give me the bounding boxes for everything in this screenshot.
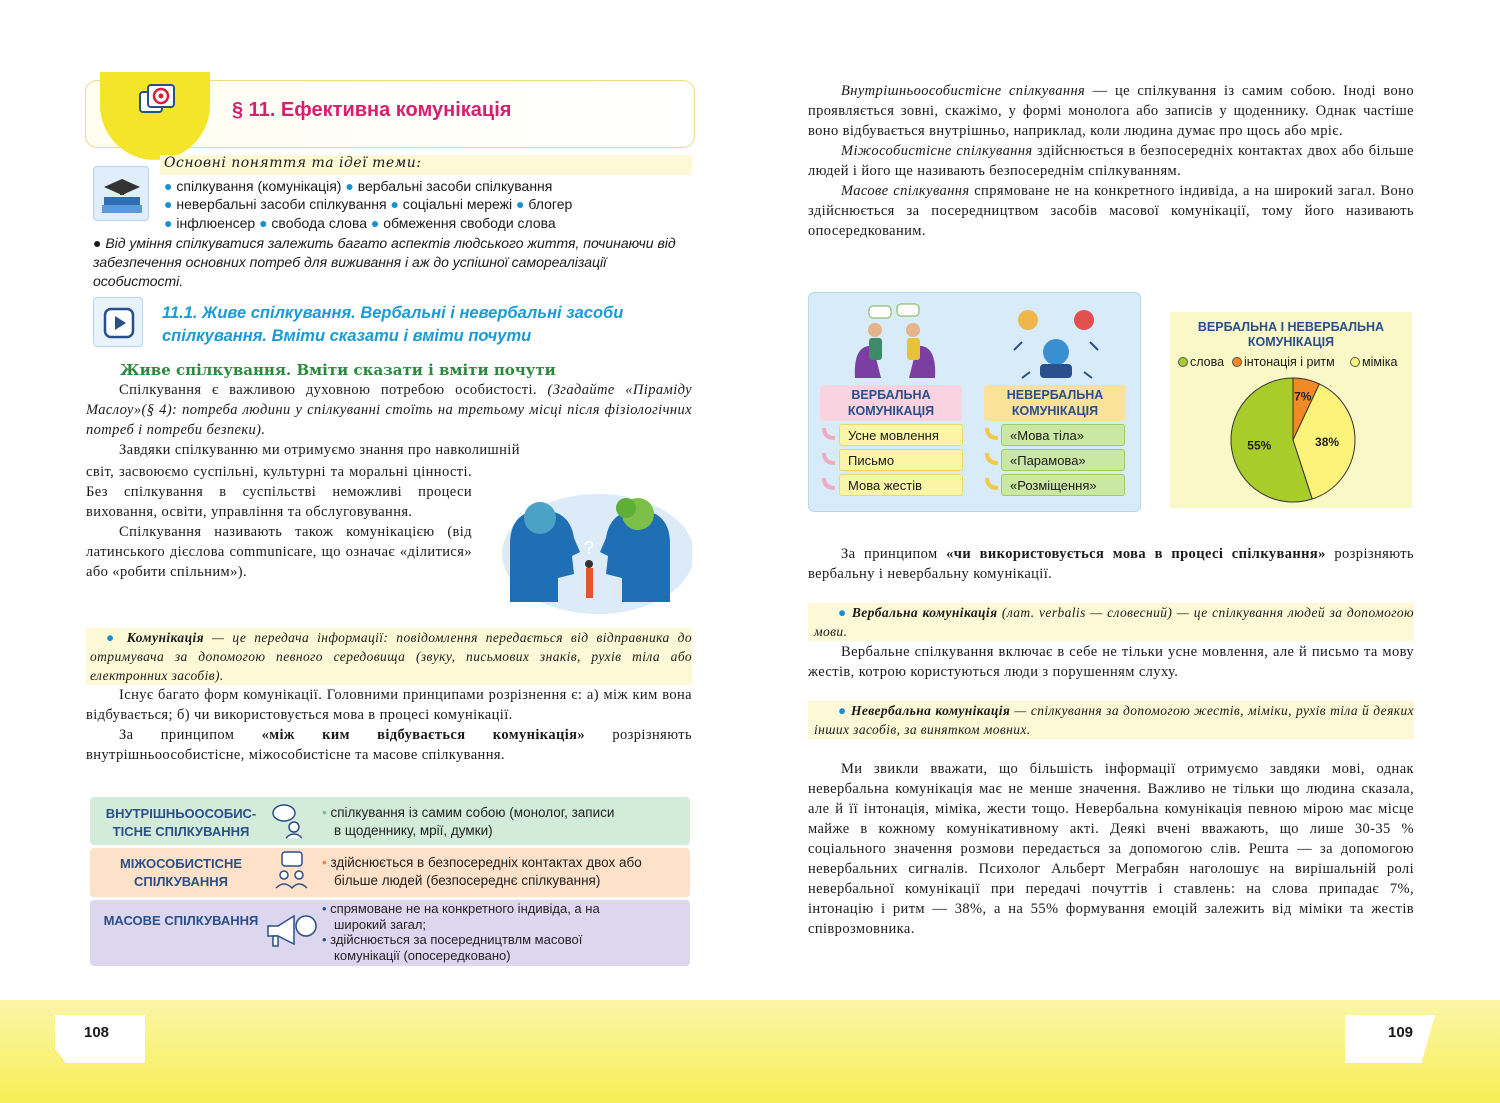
pie-chart	[1218, 370, 1368, 504]
form-label-mass: МАСОВЕ СПІЛКУВАННЯ	[103, 913, 259, 928]
section-title: 11.1. Живе спілкування. Вербальні і невербальні засоби спілкування. Вміти сказати і вміти почути	[162, 304, 624, 345]
form-label-intrapersonal: ВНУТРІШНЬООСОБИС-ТІСНЕ СПІЛКУВАННЯ	[105, 806, 257, 839]
nonverbal-item: «Розміщення»	[1001, 474, 1125, 496]
target-icon	[138, 82, 178, 120]
intro-paragraph: Спілкування є важливою духовною потребою особистості. (Згадайте «Піраміду Маслоу»(§ 4): потреба людини у спілкуванні стоїть на третьому місці після фізіологічних потреб і потреби безпеки). Завдяки спілкуванню ми отримуємо знання про навколишній	[86, 382, 692, 458]
megaphone-icon	[264, 912, 318, 950]
definition-nonverbal: ● Невербальна комунікація — спілкування за допомогою жестів, міміки, рухів тіла й деяких інших засобів, за винятком мовних.	[808, 701, 1414, 739]
forms-definitions: Внутрішньоособистісне спілкування — це спілкування із самим собою. Іноді воно проявляється зовні, скажімо, у формі монолога або записів у щоденнику. Однак частіше воно відбувається внутрішньо, наприклад, коли людина думає про щось або мріє. Міжособистісне спілкування здійснюється в безпосередніх контактах двох або більше людей і його ще називають безпосереднім спілкуванням. Масове спілкування спрямоване не на конкретного індивіда, а на широкий загал. Воно здійснюється за посередництвом засобів масової комунікації, тому його називають опосередкованим.	[808, 83, 1414, 239]
curved-arrow-icon	[984, 451, 1000, 467]
video-icon	[93, 297, 143, 347]
form-desc-mass: • спрямоване не на конкретного індивіда, а на широкий загал; • здійснюється за посередництвлм масової комунікації (опосередковано)	[322, 901, 600, 963]
definition-verbal: ● Вербальна комунікація (лат. verbalis — словесний) — це спілкування людей за допомогою мови.	[808, 603, 1414, 641]
body-paragraph-wrap: світ, засвоюємо суспільні, культурні та моральні цінності. Без спілкування в суспільстві неможливі процеси виховання, освіти, управління та обслуговування. Спілкування називають також комунікацією (від латинського дієслова communicare, що означає «ділитися» або «робити спільним»).	[86, 464, 472, 580]
verbal-item: Мова жестів	[839, 474, 963, 496]
concepts-line-1: ● спілкування (комунікація) ● вербальні засоби спілкування	[164, 178, 553, 194]
two-women-talking-illustration	[845, 300, 945, 380]
books-icon	[93, 166, 149, 221]
people-network-illustration	[1000, 300, 1110, 380]
key-idea: ● Від уміння спілкуватися залежить багато аспектів людського життя, починаючи від забезпечення основних потреб для виживання і аж до успішної самореалізації особистості.	[93, 235, 676, 289]
pie-label-intonation: 38%	[1315, 435, 1340, 450]
curved-arrow-icon	[821, 476, 837, 492]
pie-label-mimicry: 55%	[1247, 438, 1272, 453]
svg-text:?: ?	[584, 538, 595, 558]
nonverbal-item: «Парамова»	[1001, 449, 1125, 471]
verbal-heading: ВЕРБАЛЬНА КОМУНІКАЦІЯ	[820, 385, 962, 421]
legend-item-intonation: інтонація і ритм	[1232, 355, 1335, 369]
verbal-item: Усне мовлення	[839, 424, 963, 446]
legend-item-words: слова	[1178, 355, 1224, 369]
curved-arrow-icon	[984, 476, 1000, 492]
verbal-paragraph: Вербальне спілкування включає в себе не тільки усне мовлення, але й письмо та мову жестів, котрою користуються люди з порушенням слуху.	[808, 644, 1414, 680]
concepts-line-2: ● невербальні засоби спілкування ● соціальні мережі ● блогер	[164, 196, 573, 212]
pie-label-words: 7%	[1294, 389, 1312, 404]
verbal-principle-paragraph: За принципом «чи використовується мова в процесі спілкування» розрізняють вербальну і невербальну комунікації.	[808, 546, 1415, 582]
nonverbal-paragraph: Ми звикли вважати, що більшість інформації отримуємо завдяки мові, однак невербальна комунікація має не менше значення. Важливо не тільки що людина сказала, але й її інтонація, міміка, жести тощо. Невербальна комунікація певною мірою має місце майже в кожному комунікативному акті. Деякі вчені вважають, що лише 30-35 % соціального значення розмови передається за допомогою слів. Решта — за допомогою невербальних сигналів. Психолог Альберт Меграбян наголошує на вирішальній ролі невербальної комунікації при передачі почуттів і ставлень: на слова припадає 7%, інтонацію і ритм — 38%, а на 55% формування емоцій залежить від міміки та жестів співрозмовника.	[808, 761, 1414, 937]
two-heads-illustration	[488, 484, 692, 616]
legend-item-mimicry: міміка	[1350, 355, 1397, 369]
curved-arrow-icon	[821, 451, 837, 467]
verbal-item: Письмо	[839, 449, 963, 471]
subheading: Живе спілкування. Вміти сказати і вміти почути	[120, 361, 556, 379]
form-desc-intrapersonal: • спілкування із самим собою (монолог, записи в щоденнику, мрії, думки)	[322, 805, 615, 838]
concepts-header: Основні поняття та ідеї теми:	[160, 155, 692, 175]
nonverbal-heading: НЕВЕРБАЛЬНА КОМУНІКАЦІЯ	[984, 385, 1126, 421]
curved-arrow-icon	[984, 426, 1000, 442]
form-label-interpersonal: МІЖОСОБИСТІСНЕ СПІЛКУВАННЯ	[119, 856, 243, 889]
two-people-chat-icon	[272, 851, 310, 889]
nonverbal-item: «Мова тіла»	[1001, 424, 1125, 446]
form-desc-interpersonal: • здійснюється в безпосередніх контактах двох або більше людей (безпосереднє спілкування)	[322, 855, 642, 888]
definition-communication: ● Комунікація — це передача інформації: повідомлення передається від відправника до отримувача за допомогою певного середовища (звуку, письмових знаків, рухів тіла або електронних засобів).	[86, 628, 692, 685]
person-thought-icon	[270, 801, 308, 839]
page-number-left: 108	[84, 1024, 110, 1041]
chapter-title: § 11. Ефективна комунікація	[232, 99, 512, 121]
forms-paragraph: Існує багато форм комунікації. Головними принципами розрізнення є: а) між ким вона відбувається; б) чи використовується мова в процесі комунікації. За принципом «між ким відбувається комунікація» розрізняють внутрішньоособистісне, міжособистісне та масове спілкування.	[86, 687, 692, 763]
concepts-line-3: ● інфлюенсер ● свобода слова ● обмеження свободи слова	[164, 215, 556, 231]
pie-chart-title: ВЕРБАЛЬНА І НЕВЕРБАЛЬНА КОМУНІКАЦІЯ	[1197, 320, 1385, 349]
page-footer-band	[0, 1000, 1500, 1103]
page-number-right: 109	[1388, 1024, 1414, 1041]
curved-arrow-icon	[821, 426, 837, 442]
